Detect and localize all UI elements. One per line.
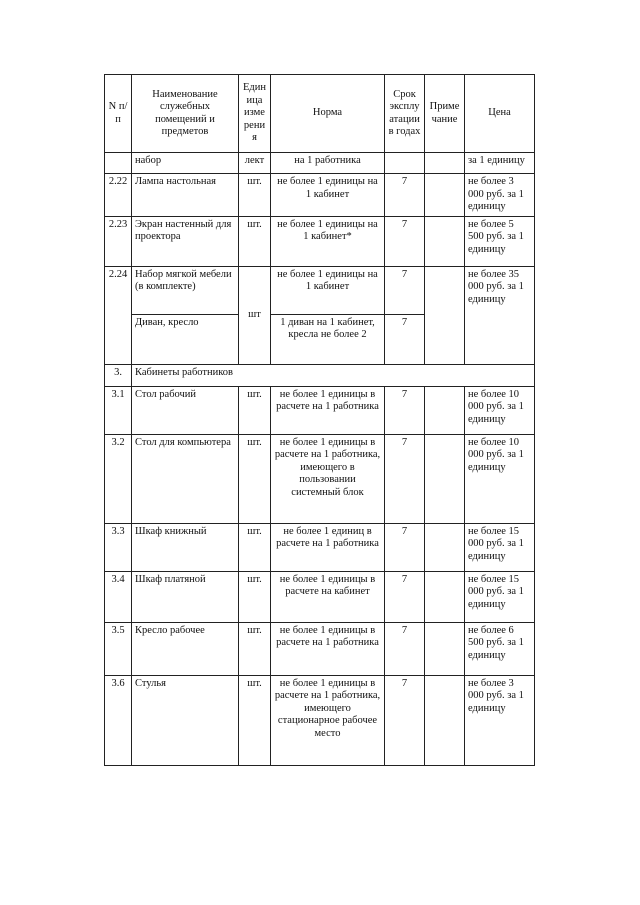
cell-name: Кресло рабочее <box>132 622 239 675</box>
cell-norm: не более 1 единицы в расчете на кабинет <box>271 571 385 622</box>
cell-note <box>425 174 465 217</box>
cell-price: не более 3 000 руб. за 1 единицу <box>465 174 535 217</box>
header-num: N п/п <box>105 75 132 153</box>
section-row <box>105 364 535 386</box>
cell-num <box>105 153 132 174</box>
cell-term: 7 <box>385 571 425 622</box>
cell-price: не более 10 000 руб. за 1 единицу <box>465 386 535 434</box>
cell-price: не более 35 000 руб. за 1 единицу <box>465 266 535 364</box>
cell-unit: шт <box>239 266 271 364</box>
cell-norm: не более 1 единиц в расчете на 1 работника <box>271 523 385 571</box>
cell-price: за 1 единицу <box>465 153 535 174</box>
cell-name: Шкаф книжный <box>132 523 239 571</box>
table-row <box>105 622 535 675</box>
cell-num: 3.6 <box>105 675 132 765</box>
cell-price: не более 15 000 руб. за 1 единицу <box>465 571 535 622</box>
cell-note <box>425 386 465 434</box>
cell-price: не более 6 500 руб. за 1 единицу <box>465 622 535 675</box>
cell-name: Шкаф платяной <box>132 571 239 622</box>
cell-name: набор <box>132 153 239 174</box>
table-row <box>105 523 535 571</box>
cell-name: Экран настенный для проектора <box>132 216 239 266</box>
cell-norm: не более 1 единицы на 1 кабинет <box>271 266 385 314</box>
cell-term: 7 <box>385 314 425 364</box>
cell-num: 2.22 <box>105 174 132 217</box>
cell-num: 2.24 <box>105 266 132 364</box>
furniture-norms-table <box>104 74 535 766</box>
cell-term: 7 <box>385 523 425 571</box>
cell-unit: шт. <box>239 386 271 434</box>
cell-num: 3.4 <box>105 571 132 622</box>
cell-unit: шт. <box>239 622 271 675</box>
cell-unit: шт. <box>239 216 271 266</box>
cell-norm: не более 1 единицы в расчете на 1 работника, имеющего в пользовании системный блок <box>271 434 385 523</box>
cell-unit: шт. <box>239 571 271 622</box>
table-row <box>105 675 535 765</box>
cell-num: 3.1 <box>105 386 132 434</box>
table-row <box>105 434 535 523</box>
cell-norm: не более 1 единицы на 1 кабинет <box>271 174 385 217</box>
cell-term <box>385 153 425 174</box>
cell-norm: не более 1 единицы в расчете на 1 работника <box>271 386 385 434</box>
table-row <box>105 266 535 314</box>
cell-num: 2.23 <box>105 216 132 266</box>
cell-num: 3.5 <box>105 622 132 675</box>
cell-name: Стол рабочий <box>132 386 239 434</box>
cell-note <box>425 216 465 266</box>
table-row <box>105 386 535 434</box>
table-header-row <box>105 75 535 153</box>
cell-name: Стулья <box>132 675 239 765</box>
cell-norm: на 1 работника <box>271 153 385 174</box>
cell-unit: лект <box>239 153 271 174</box>
header-name: Наименование служебных помещений и предметов <box>132 75 239 153</box>
cell-note <box>425 523 465 571</box>
table-row <box>105 216 535 266</box>
cell-term: 7 <box>385 386 425 434</box>
cell-price: не более 3 000 руб. за 1 единицу <box>465 675 535 765</box>
header-price: Цена <box>465 75 535 153</box>
cell-price: не более 5 500 руб. за 1 единицу <box>465 216 535 266</box>
cell-term: 7 <box>385 434 425 523</box>
cell-term: 7 <box>385 622 425 675</box>
cell-name: Набор мягкой мебели (в комплекте) <box>132 266 239 314</box>
cell-norm: не более 1 единицы в расчете на 1 работника, имеющего стационарное рабочее место <box>271 675 385 765</box>
cell-note <box>425 675 465 765</box>
cell-num: 3.2 <box>105 434 132 523</box>
cell-term: 7 <box>385 174 425 217</box>
cell-norm: не более 1 единицы на 1 кабинет* <box>271 216 385 266</box>
table-row <box>105 571 535 622</box>
table-row <box>105 153 535 174</box>
cell-name: Лампа настольная <box>132 174 239 217</box>
cell-note <box>425 571 465 622</box>
cell-note <box>425 266 465 364</box>
header-note: Примечание <box>425 75 465 153</box>
section-num: 3. <box>105 364 132 386</box>
table-row <box>105 174 535 217</box>
cell-term: 7 <box>385 266 425 314</box>
cell-price: не более 15 000 руб. за 1 единицу <box>465 523 535 571</box>
cell-name: Диван, кресло <box>132 314 239 364</box>
section-title: Кабинеты работников <box>132 364 535 386</box>
cell-note <box>425 434 465 523</box>
cell-unit: шт. <box>239 675 271 765</box>
cell-term: 7 <box>385 216 425 266</box>
cell-note <box>425 153 465 174</box>
cell-unit: шт. <box>239 434 271 523</box>
header-unit: Единица измерения <box>239 75 271 153</box>
cell-unit: шт. <box>239 523 271 571</box>
header-term: Срок эксплуатации в годах <box>385 75 425 153</box>
cell-term: 7 <box>385 675 425 765</box>
header-norm: Норма <box>271 75 385 153</box>
cell-price: не более 10 000 руб. за 1 единицу <box>465 434 535 523</box>
cell-unit: шт. <box>239 174 271 217</box>
cell-num: 3.3 <box>105 523 132 571</box>
cell-name: Стол для компьютера <box>132 434 239 523</box>
cell-norm: 1 диван на 1 кабинет, кресла не более 2 <box>271 314 385 364</box>
cell-note <box>425 622 465 675</box>
cell-norm: не более 1 единицы в расчете на 1 работника <box>271 622 385 675</box>
